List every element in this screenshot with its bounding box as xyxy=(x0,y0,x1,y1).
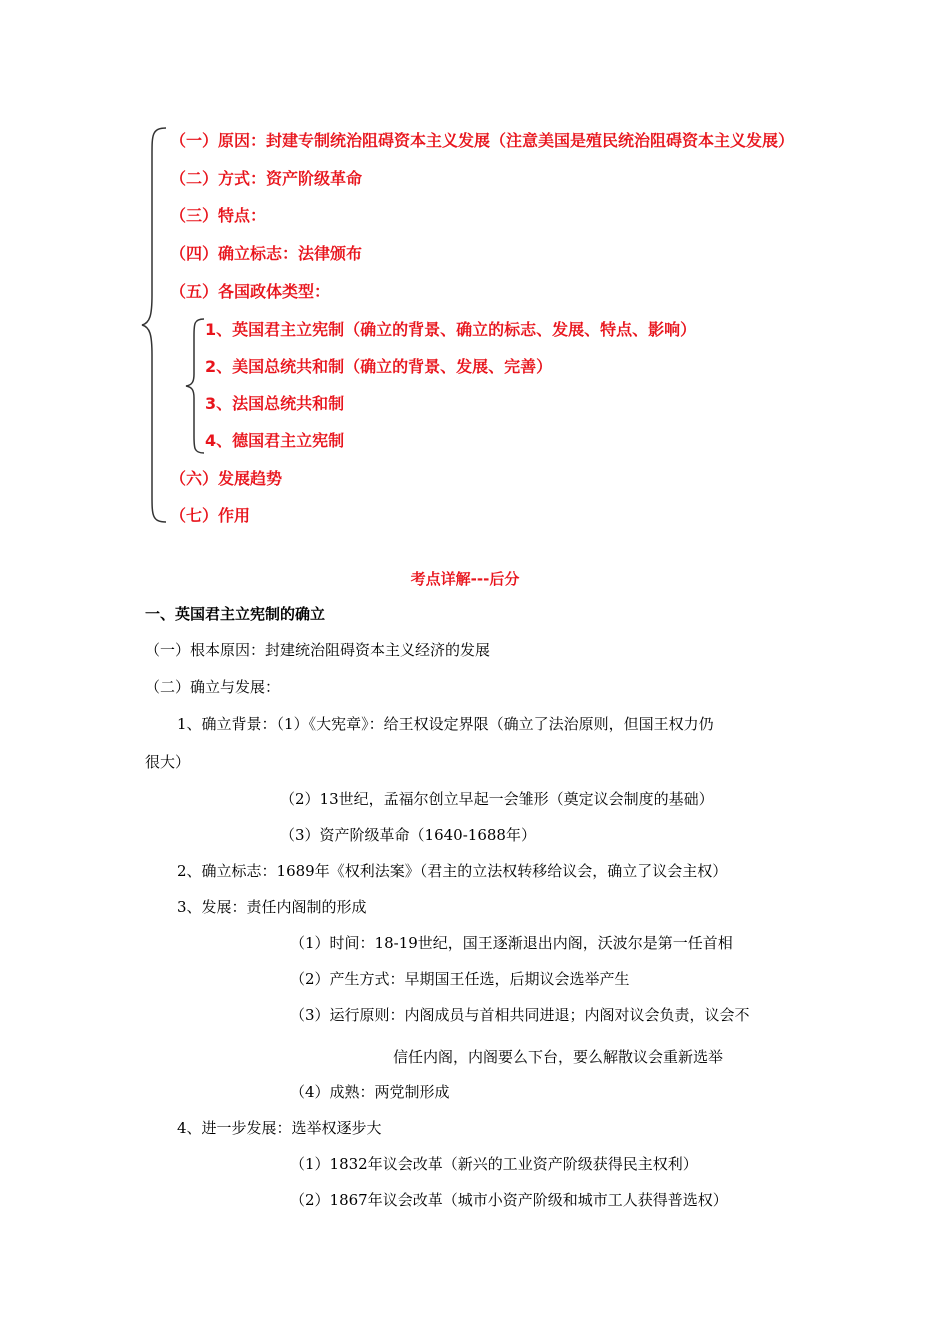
body-line-4: （2）13世纪，孟福尔创立早起一会雏形（奠定议会制度的基础） xyxy=(280,790,714,808)
outline-subitem-4: 4、德国君主立宪制 xyxy=(205,431,345,450)
body-line-14: （2）1867年议会改革（城市小资产阶级和城市工人获得普选权） xyxy=(290,1191,728,1209)
outline-subitem-3: 3、法国总统共和制 xyxy=(205,394,345,413)
body-line-11: （4）成熟：两党制形成 xyxy=(290,1083,450,1101)
outline-brace xyxy=(140,125,170,525)
outline-item-3: （三）特点： xyxy=(170,206,267,225)
section-title: 考点详解---后分 xyxy=(410,570,520,588)
outline-subitem-2: 2、美国总统共和制（确立的背景、发展、完善） xyxy=(205,357,553,376)
body-line-2: （二）确立与发展： xyxy=(145,678,281,696)
outline-subitem-1: 1、英国君主立宪制（确立的背景、确立的标志、发展、特点、影响） xyxy=(205,320,697,339)
body-line-13: （1）1832年议会改革（新兴的工业资产阶级获得民主权利） xyxy=(290,1155,698,1173)
body-line-9: （2）产生方式：早期国王任选，后期议会选举产生 xyxy=(290,970,630,988)
body-line-1: （一）根本原因：封建统治阻碍资本主义经济的发展 xyxy=(145,641,491,659)
body-line-10a: （3）运行原则：内阁成员与首相共同进退；内阁对议会负责，议会不 xyxy=(290,1006,750,1024)
outline-item-5: （五）各国政体类型： xyxy=(170,282,331,301)
body-line-8: （1）时间：18-19世纪，国王逐渐退出内阁，沃波尔是第一任首相 xyxy=(290,934,733,952)
body-line-10b: 信任内阁，内阁要么下台，要么解散议会重新选举 xyxy=(393,1048,724,1066)
outline-item-4: （四）确立标志：法律颁布 xyxy=(170,244,363,263)
body-line-12: 4、进一步发展：选举权逐步大 xyxy=(177,1119,382,1137)
part1-heading: 一、英国君主立宪制的确立 xyxy=(145,605,326,623)
subitems-brace xyxy=(184,316,206,456)
outline-item-1: （一）原因：封建专制统治阻碍资本主义发展（注意美国是殖民统治阻碍资本主义发展） xyxy=(170,131,795,150)
body-line-5: （3）资产阶级革命（1640-1688年） xyxy=(280,826,536,844)
outline-item-6: （六）发展趋势 xyxy=(170,469,283,488)
outline-item-2: （二）方式：资产阶级革命 xyxy=(170,169,363,188)
body-line-3a: 1、确立背景：（1）《大宪章》：给王权设定界限（确立了法治原则，但国王权力仍 xyxy=(177,715,714,733)
body-line-6: 2、确立标志：1689年《权利法案》（君主的立法权转移给议会，确立了议会主权） xyxy=(177,862,728,880)
body-line-3b: 很大） xyxy=(145,753,191,771)
outline-item-7: （七）作用 xyxy=(170,506,251,525)
body-line-7: 3、发展：责任内阁制的形成 xyxy=(177,898,367,916)
